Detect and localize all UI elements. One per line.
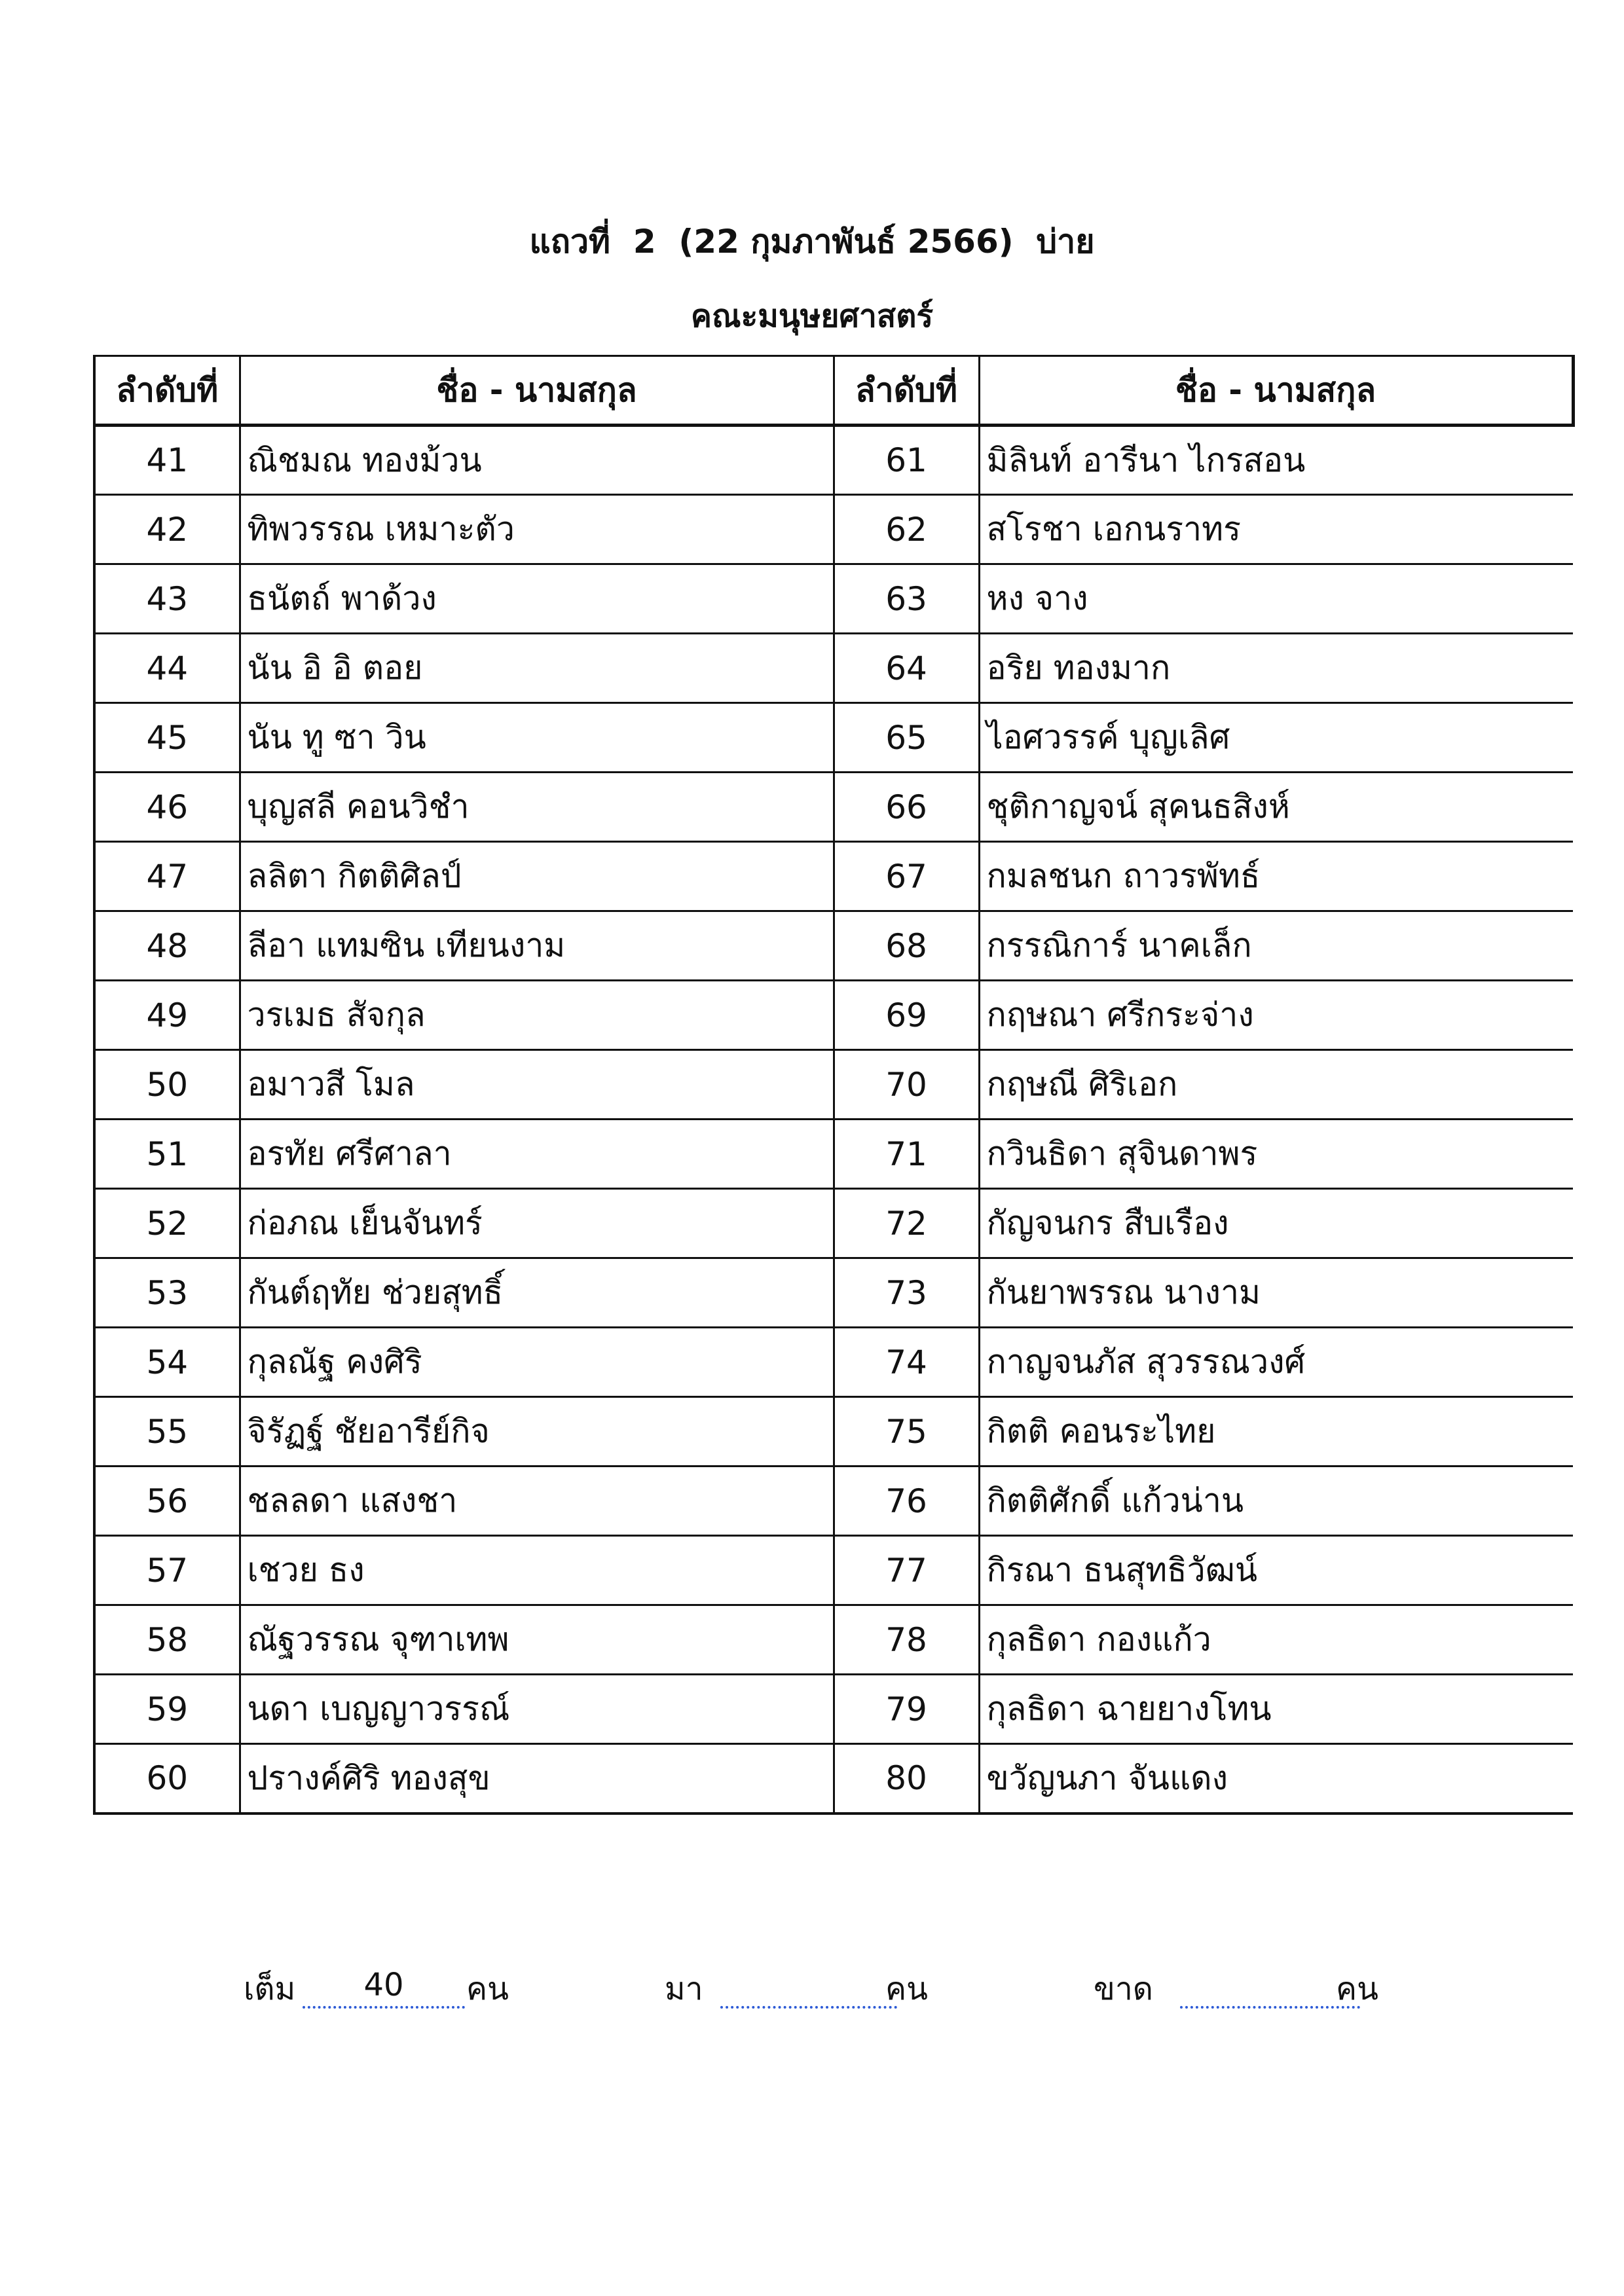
table-row [94,1467,1573,1536]
table-row [94,1744,1573,1813]
column-header-name: ชื่อ - นามสกุล [240,356,834,426]
row-number-cell: 79 [834,1675,979,1744]
student-name-cell: นดา เบญญาวรรณ์ [240,1675,834,1744]
student-name-cell: อมาวสี โมล [240,1050,834,1120]
absent-unit: คน [1336,1971,1378,2007]
attendance-table [93,355,1575,1815]
attendance-summary [0,1964,1624,2016]
row-number-cell: 52 [94,1189,240,1258]
table-row [94,1605,1573,1675]
student-name-cell: นัน อิ อิ ตอย [240,634,834,703]
full-count-value: 40 [363,1967,404,2003]
row-number-cell: 57 [94,1536,240,1605]
table-row [94,564,1573,634]
row-number-cell: 53 [94,1258,240,1328]
row-number-cell: 72 [834,1189,979,1258]
student-name-cell: หง จาง [979,564,1573,634]
student-name-cell: มิลินท์ อารีนา ไกรสอน [979,426,1573,495]
table-row [94,1120,1573,1189]
row-number-cell: 67 [834,842,979,911]
table-row [94,703,1573,773]
row-number-cell: 45 [94,703,240,773]
row-number-cell: 69 [834,981,979,1050]
student-name-cell: ทิพวรรณ เหมาะตัว [240,495,834,564]
row-number-cell: 48 [94,911,240,981]
row-number-cell: 41 [94,426,240,495]
student-name-cell: อริย ทองมาก [979,634,1573,703]
row-number-cell: 59 [94,1675,240,1744]
student-name-cell: ก่อภณ เย็นจันทร์ [240,1189,834,1258]
student-name-cell: ลลิตา กิตติศิลป์ [240,842,834,911]
table-row [94,981,1573,1050]
row-number-cell: 76 [834,1467,979,1536]
table-row [94,1536,1573,1605]
student-name-cell: กวินธิดา สุจินดาพร [979,1120,1573,1189]
row-number-cell: 49 [94,981,240,1050]
student-name-cell: กิรณา ธนสุทธิวัฒน์ [979,1536,1573,1605]
table-row [94,1050,1573,1120]
present-count-field[interactable] [720,1964,897,2009]
table-row [94,1397,1573,1467]
column-header-number: ลำดับที่ [834,356,979,426]
row-number-cell: 77 [834,1536,979,1605]
student-name-cell: ณัฐวรรณ จุฑาเทพ [240,1605,834,1675]
table-row [94,634,1573,703]
table-row [94,1328,1573,1397]
row-number-cell: 47 [94,842,240,911]
student-name-cell: ขวัญนภา จันแดง [979,1744,1573,1813]
student-name-cell: กาญจนภัส สุวรรณวงศ์ [979,1328,1573,1397]
student-name-cell: กัญจนกร สืบเรือง [979,1189,1573,1258]
row-number-cell: 66 [834,773,979,842]
row-number-cell: 70 [834,1050,979,1120]
row-number-cell: 56 [94,1467,240,1536]
row-number-cell: 74 [834,1328,979,1397]
student-name-cell: กฤษณา ศรีกระจ่าง [979,981,1573,1050]
row-number-cell: 44 [94,634,240,703]
table-row [94,1675,1573,1744]
student-name-cell: สโรชา เอกนราทร [979,495,1573,564]
row-number-cell: 42 [94,495,240,564]
row-number-cell: 51 [94,1120,240,1189]
row-number-cell: 60 [94,1744,240,1813]
student-name-cell: อรทัย ศรีศาลา [240,1120,834,1189]
student-name-cell: ชุติกาญจน์ สุคนธสิงห์ [979,773,1573,842]
row-number-cell: 71 [834,1120,979,1189]
student-name-cell: กิตติ คอนระไทย [979,1397,1573,1467]
student-name-cell: ไอศวรรค์ บุญเลิศ [979,703,1573,773]
row-number-cell: 65 [834,703,979,773]
row-number-cell: 78 [834,1605,979,1675]
page-title: แถวที่ 2 (22 กุมภาพันธ์ 2566) บ่าย [529,223,1095,261]
row-number-cell: 63 [834,564,979,634]
row-number-cell: 58 [94,1605,240,1675]
student-name-cell: กันยาพรรณ นางาม [979,1258,1573,1328]
full-count-field[interactable] [303,1964,465,2009]
student-name-cell: บุญสลี คอนวิชำ [240,773,834,842]
student-name-cell: กุลธิดา ฉายยางโทน [979,1675,1573,1744]
student-name-cell: กันต์ฤทัย ช่วยสุทธิ์ [240,1258,834,1328]
table-row [94,773,1573,842]
row-number-cell: 43 [94,564,240,634]
table-row [94,1189,1573,1258]
student-name-cell: เชวย ธง [240,1536,834,1605]
table-row [94,842,1573,911]
full-label: เต็ม [244,1971,296,2007]
row-number-cell: 61 [834,426,979,495]
table-header-row [94,356,1573,426]
column-header-name: ชื่อ - นามสกุล [979,356,1573,426]
student-name-cell: กิตติศักดิ์ แก้วน่าน [979,1467,1573,1536]
student-name-cell: กมลชนก ถาวรพัทธ์ [979,842,1573,911]
student-name-cell: ปรางค์ศิริ ทองสุข [240,1744,834,1813]
absent-label: ขาด [1094,1971,1153,2007]
student-name-cell: กุลณัฐ คงศิริ [240,1328,834,1397]
row-number-cell: 62 [834,495,979,564]
row-number-cell: 46 [94,773,240,842]
student-name-cell: ธนัตถ์ พาด้วง [240,564,834,634]
present-label: มา [665,1971,703,2007]
row-number-cell: 55 [94,1397,240,1467]
full-unit: คน [466,1971,509,2007]
student-name-cell: นัน ทู ซา วิน [240,703,834,773]
row-number-cell: 75 [834,1397,979,1467]
table-row [94,1258,1573,1328]
student-name-cell: ชลลดา แสงชา [240,1467,834,1536]
student-name-cell: กรรณิการ์ นาคเล็ก [979,911,1573,981]
student-name-cell: ณิชมณ ทองม้วน [240,426,834,495]
row-number-cell: 73 [834,1258,979,1328]
student-name-cell: จิรัฏฐ์ ชัยอารีย์กิจ [240,1397,834,1467]
absent-count-field[interactable] [1180,1964,1360,2009]
row-number-cell: 54 [94,1328,240,1397]
row-number-cell: 80 [834,1744,979,1813]
present-unit: คน [885,1971,928,2007]
student-name-cell: วรเมธ สัจกุล [240,981,834,1050]
faculty-title: คณะมนุษยศาสตร์ [690,298,934,335]
row-number-cell: 64 [834,634,979,703]
column-header-number: ลำดับที่ [94,356,240,426]
table-row [94,495,1573,564]
table-row [94,426,1573,495]
row-number-cell: 68 [834,911,979,981]
student-name-cell: กฤษณี ศิริเอก [979,1050,1573,1120]
row-number-cell: 50 [94,1050,240,1120]
student-name-cell: กุลธิดา กองแก้ว [979,1605,1573,1675]
student-name-cell: ลีอา แทมซิน เทียนงาม [240,911,834,981]
table-row [94,911,1573,981]
